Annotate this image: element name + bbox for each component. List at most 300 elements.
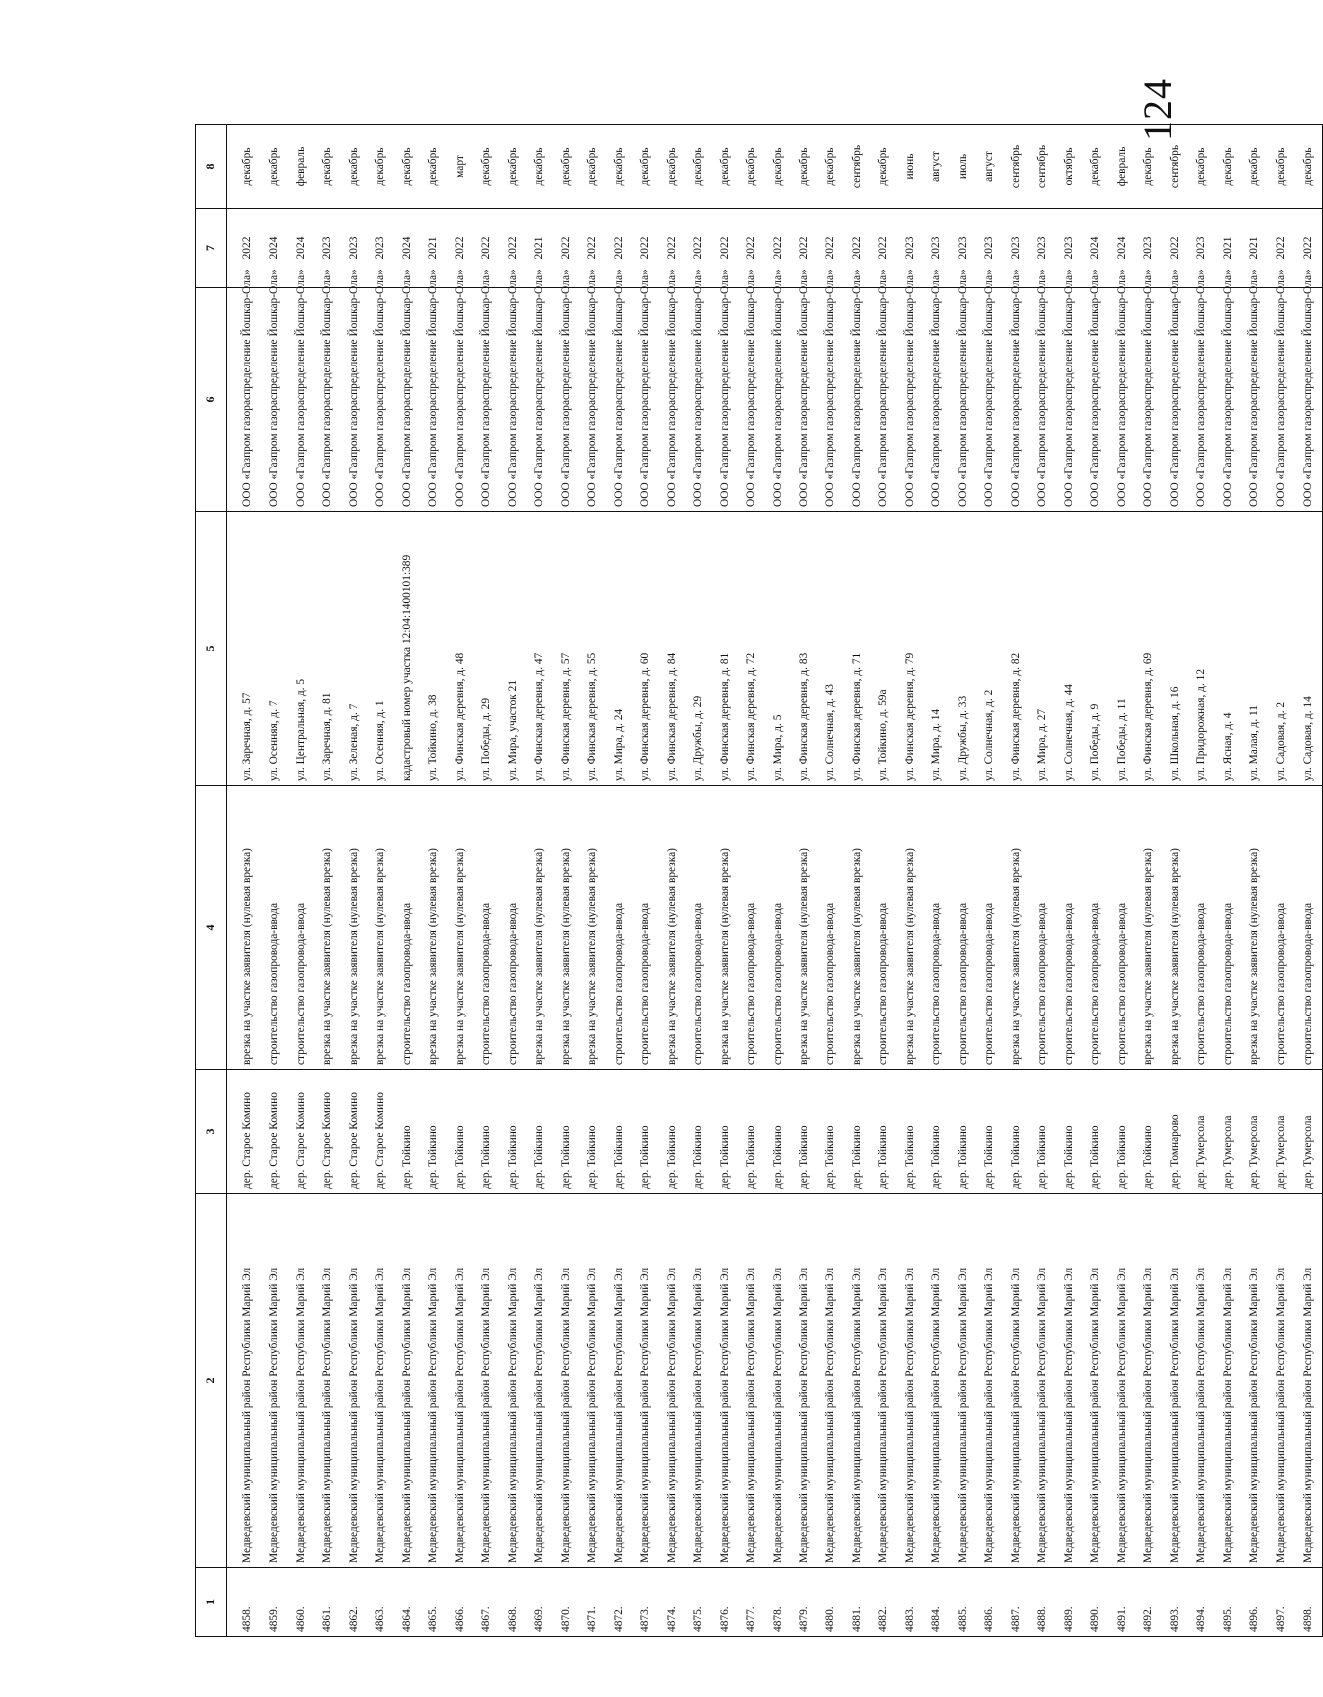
cell-address: ул. Мира, д. 24 [606,512,632,786]
cell-address: ул. Мира, д. 5 [765,512,791,786]
cell-organization: ООО «Газпром газораспределение Йошкар-Ола» [1189,288,1215,512]
cell-organization: ООО «Газпром газораспределение Йошкар-Ола» [500,288,526,512]
cell-month: декабрь [394,125,420,209]
cell-work-type: врезка на участке заявителя (нулевая врезка) [1136,786,1162,1070]
cell-work-type: строительство газопровода-ввода [1109,786,1135,1070]
cell-row-number: 4882. [871,1568,897,1637]
cell-address: ул. Центральная, д. 5 [288,512,314,786]
cell-organization: ООО «Газпром газораспределение Йошкар-Ола» [765,288,791,512]
cell-month: декабрь [606,125,632,209]
cell-organization: ООО «Газпром газораспределение Йошкар-Ола» [227,288,262,512]
table-row [1030,125,1056,1637]
table-row [288,125,314,1637]
cell-settlement: дер. Тумерсола [1242,1070,1268,1194]
table-row [686,125,712,1637]
cell-row-number: 4865. [421,1568,447,1637]
cell-row-number: 4869. [527,1568,553,1637]
cell-row-number: 4858. [227,1568,262,1637]
cell-month: декабрь [1136,125,1162,209]
cell-organization: ООО «Газпром газораспределение Йошкар-Ола» [262,288,288,512]
cell-organization: ООО «Газпром газораспределение Йошкар-Ола» [1003,288,1029,512]
table-row [315,125,341,1637]
cell-year: 2022 [580,209,606,288]
table-row [341,125,367,1637]
cell-work-type: строительство газопровода-ввода [394,786,420,1070]
cell-municipality: Медведевский муниципальный район Республики Марий Эл [1056,1194,1082,1568]
cell-work-type: строительство газопровода-ввода [1083,786,1109,1070]
cell-organization: ООО «Газпром газораспределение Йошкар-Ола» [633,288,659,512]
table-row [527,125,553,1637]
cell-year: 2022 [606,209,632,288]
cell-address: ул. Заречная, д. 81 [315,512,341,786]
cell-month: декабрь [1189,125,1215,209]
cell-month: декабрь [686,125,712,209]
header-row [196,125,227,1637]
cell-work-type: врезка на участке заявителя (нулевая врезка) [341,786,367,1070]
cell-municipality: Медведевский муниципальный район Республики Марий Эл [924,1194,950,1568]
cell-municipality: Медведевский муниципальный район Республики Марий Эл [606,1194,632,1568]
cell-address: ул. Осенняя, д. 7 [262,512,288,786]
cell-year: 2021 [1215,209,1241,288]
table-header [196,125,227,1637]
cell-settlement: дер. Тойкино [818,1070,844,1194]
cell-address: ул. Финская деревня, д. 72 [739,512,765,786]
cell-work-type: строительство газопровода-ввода [1268,786,1294,1070]
cell-work-type: врезка на участке заявителя (нулевая врезка) [712,786,738,1070]
table-row [1295,125,1323,1637]
cell-organization: ООО «Газпром газораспределение Йошкар-Ола» [288,288,314,512]
cell-year: 2023 [897,209,923,288]
cell-municipality: Медведевский муниципальный район Республики Марий Эл [1162,1194,1188,1568]
cell-address: ул. Тойкино, д. 59а [871,512,897,786]
cell-organization: ООО «Газпром газораспределение Йошкар-Ола» [712,288,738,512]
cell-year: 2022 [553,209,579,288]
cell-month: декабрь [739,125,765,209]
cell-row-number: 4895. [1215,1568,1241,1637]
cell-address: ул. Финская деревня, д. 84 [659,512,685,786]
cell-row-number: 4886. [977,1568,1003,1637]
cell-settlement: дер. Старое Комино [288,1070,314,1194]
cell-year: 2021 [421,209,447,288]
cell-row-number: 4897. [1268,1568,1294,1637]
table-row [1215,125,1241,1637]
cell-address: ул. Садовая, д. 2 [1268,512,1294,786]
table-row [897,125,923,1637]
cell-work-type: строительство газопровода-ввода [924,786,950,1070]
cell-year: 2022 [818,209,844,288]
table-row [739,125,765,1637]
cell-month: декабрь [421,125,447,209]
cell-settlement: дер. Тумерсола [1215,1070,1241,1194]
cell-address: ул. Финская деревня, д. 47 [527,512,553,786]
cell-row-number: 4896. [1242,1568,1268,1637]
cell-settlement: дер. Томнарово [1162,1070,1188,1194]
cell-municipality: Медведевский муниципальный район Республики Марий Эл [686,1194,712,1568]
cell-year: 2022 [447,209,473,288]
table-row [765,125,791,1637]
cell-municipality: Медведевский муниципальный район Республики Марий Эл [394,1194,420,1568]
cell-month: декабрь [315,125,341,209]
table-row [1189,125,1215,1637]
cell-work-type: строительство газопровода-ввода [739,786,765,1070]
table-row [844,125,870,1637]
table-row [447,125,473,1637]
cell-address: ул. Победы, д. 29 [474,512,500,786]
cell-year: 2022 [1295,209,1323,288]
cell-municipality: Медведевский муниципальный район Республики Марий Эл [659,1194,685,1568]
cell-work-type: врезка на участке заявителя (нулевая врезка) [447,786,473,1070]
cell-settlement: дер. Тойкино [421,1070,447,1194]
cell-work-type: врезка на участке заявителя (нулевая врезка) [1162,786,1188,1070]
cell-organization: ООО «Газпром газораспределение Йошкар-Ола» [1215,288,1241,512]
cell-organization: ООО «Газпром газораспределение Йошкар-Ола» [606,288,632,512]
table-row [1242,125,1268,1637]
cell-year: 2023 [1136,209,1162,288]
cell-organization: ООО «Газпром газораспределение Йошкар-Ола» [739,288,765,512]
cell-settlement: дер. Тумерсола [1268,1070,1294,1194]
cell-work-type: строительство газопровода-ввода [765,786,791,1070]
cell-month: сентябрь [844,125,870,209]
table-row [474,125,500,1637]
cell-organization: ООО «Газпром газораспределение Йошкар-Ола» [447,288,473,512]
cell-year: 2024 [262,209,288,288]
cell-organization: ООО «Газпром газораспределение Йошкар-Ола» [659,288,685,512]
cell-year: 2021 [527,209,553,288]
cell-month: декабрь [712,125,738,209]
cell-work-type: строительство газопровода-ввода [950,786,976,1070]
cell-year: 2022 [871,209,897,288]
cell-row-number: 4866. [447,1568,473,1637]
cell-settlement: дер. Тойкино [474,1070,500,1194]
cell-settlement: дер. Тойкино [1030,1070,1056,1194]
cell-municipality: Медведевский муниципальный район Республики Марий Эл [1083,1194,1109,1568]
cell-address: ул. Финская деревня, д. 69 [1136,512,1162,786]
cell-month: август [977,125,1003,209]
cell-address: ул. Финская деревня, д. 81 [712,512,738,786]
cell-organization: ООО «Газпром газораспределение Йошкар-Ола» [844,288,870,512]
cell-month: июнь [897,125,923,209]
cell-settlement: дер. Тумерсола [1189,1070,1215,1194]
table-row [977,125,1003,1637]
cell-municipality: Медведевский муниципальный район Республики Марий Эл [500,1194,526,1568]
cell-year: 2023 [950,209,976,288]
cell-year: 2021 [1242,209,1268,288]
cell-municipality: Медведевский муниципальный район Республики Марий Эл [765,1194,791,1568]
cell-municipality: Медведевский муниципальный район Республики Марий Эл [447,1194,473,1568]
cell-settlement: дер. Тойкино [606,1070,632,1194]
table-row [1162,125,1188,1637]
cell-settlement: дер. Старое Комино [368,1070,394,1194]
cell-row-number: 4891. [1109,1568,1135,1637]
cell-month: декабрь [871,125,897,209]
cell-work-type: строительство газопровода-ввода [1189,786,1215,1070]
cell-month: декабрь [1215,125,1241,209]
cell-work-type: строительство газопровода-ввода [500,786,526,1070]
cell-work-type: врезка на участке заявителя (нулевая врезка) [227,786,262,1070]
cell-work-type: врезка на участке заявителя (нулевая врезка) [580,786,606,1070]
cell-address: ул. Школьная, д. 16 [1162,512,1188,786]
cell-municipality: Медведевский муниципальный район Республики Марий Эл [712,1194,738,1568]
cell-municipality: Медведевский муниципальный район Республики Марий Эл [1030,1194,1056,1568]
cell-settlement: дер. Тойкино [871,1070,897,1194]
cell-settlement: дер. Тойкино [1003,1070,1029,1194]
cell-work-type: врезка на участке заявителя (нулевая врезка) [659,786,685,1070]
table-row [1136,125,1162,1637]
cell-year: 2024 [1109,209,1135,288]
cell-month: февраль [288,125,314,209]
cell-row-number: 4877. [739,1568,765,1637]
cell-organization: ООО «Газпром газораспределение Йошкар-Ола» [686,288,712,512]
table-row [227,125,262,1637]
cell-address: ул. Финская деревня, д. 57 [553,512,579,786]
table-row [580,125,606,1637]
cell-month: сентябрь [1003,125,1029,209]
cell-settlement: дер. Тойкино [553,1070,579,1194]
cell-municipality: Медведевский муниципальный район Республики Марий Эл [474,1194,500,1568]
cell-settlement: дер. Тойкино [897,1070,923,1194]
column-header-6: 6 [196,288,227,512]
cell-settlement: дер. Тойкино [686,1070,712,1194]
cell-address: ул. Зеленая, д. 7 [341,512,367,786]
cell-row-number: 4873. [633,1568,659,1637]
column-header-7: 7 [196,209,227,288]
column-header-3: 3 [196,1070,227,1194]
cell-organization: ООО «Газпром газораспределение Йошкар-Ола» [1295,288,1323,512]
cell-row-number: 4868. [500,1568,526,1637]
cell-row-number: 4876. [712,1568,738,1637]
cell-address: ул. Садовая, д. 14 [1295,512,1323,786]
cell-row-number: 4887. [1003,1568,1029,1637]
cell-month: декабрь [792,125,818,209]
cell-year: 2022 [765,209,791,288]
cell-municipality: Медведевский муниципальный район Республики Марий Эл [977,1194,1003,1568]
table-row [368,125,394,1637]
cell-row-number: 4884. [924,1568,950,1637]
cell-municipality: Медведевский муниципальный район Республики Марий Эл [341,1194,367,1568]
cell-work-type: строительство газопровода-ввода [606,786,632,1070]
cell-year: 2022 [712,209,738,288]
cell-month: декабрь [1242,125,1268,209]
cell-address: кадастровый номер участка 12:04:1400101:389 [394,512,420,786]
cell-settlement: дер. Тойкино [977,1070,1003,1194]
cell-organization: ООО «Газпром газораспределение Йошкар-Ола» [1083,288,1109,512]
cell-work-type: врезка на участке заявителя (нулевая врезка) [1242,786,1268,1070]
cell-municipality: Медведевский муниципальный район Республики Марий Эл [871,1194,897,1568]
cell-municipality: Медведевский муниципальный район Республики Марий Эл [897,1194,923,1568]
table-row [792,125,818,1637]
cell-row-number: 4890. [1083,1568,1109,1637]
cell-settlement: дер. Тойкино [394,1070,420,1194]
cell-settlement: дер. Старое Комино [341,1070,367,1194]
cell-municipality: Медведевский муниципальный район Республики Марий Эл [1242,1194,1268,1568]
table-row [659,125,685,1637]
cell-settlement: дер. Тойкино [500,1070,526,1194]
cell-address: ул. Финская деревня, д. 60 [633,512,659,786]
cell-settlement: дер. Тойкино [447,1070,473,1194]
cell-year: 2022 [686,209,712,288]
cell-month: декабрь [500,125,526,209]
cell-municipality: Медведевский муниципальный район Республики Марий Эл [368,1194,394,1568]
cell-organization: ООО «Газпром газораспределение Йошкар-Ола» [368,288,394,512]
table-row [1083,125,1109,1637]
cell-work-type: строительство газопровода-ввода [633,786,659,1070]
cell-month: июль [950,125,976,209]
table-row [500,125,526,1637]
cell-address: ул. Тойкино, д. 38 [421,512,447,786]
cell-year: 2022 [227,209,262,288]
cell-month: декабрь [227,125,262,209]
cell-work-type: строительство газопровода-ввода [262,786,288,1070]
cell-month: декабрь [1268,125,1294,209]
cell-organization: ООО «Газпром газораспределение Йошкар-Ола» [341,288,367,512]
cell-organization: ООО «Газпром газораспределение Йошкар-Ола» [315,288,341,512]
cell-month: август [924,125,950,209]
cell-address: ул. Осенняя, д. 1 [368,512,394,786]
cell-row-number: 4864. [394,1568,420,1637]
cell-address: ул. Победы, д. 11 [1109,512,1135,786]
cell-work-type: строительство газопровода-ввода [871,786,897,1070]
cell-row-number: 4872. [606,1568,632,1637]
cell-year: 2022 [633,209,659,288]
table-row [818,125,844,1637]
cell-address: ул. Мира, д. 14 [924,512,950,786]
cell-month: декабрь [262,125,288,209]
cell-municipality: Медведевский муниципальный район Республики Марий Эл [844,1194,870,1568]
cell-month: декабрь [553,125,579,209]
cell-work-type: строительство газопровода-ввода [288,786,314,1070]
table-row [1268,125,1294,1637]
cell-row-number: 4859. [262,1568,288,1637]
cell-municipality: Медведевский муниципальный район Республики Марий Эл [1189,1194,1215,1568]
cell-work-type: врезка на участке заявителя (нулевая врезка) [844,786,870,1070]
cell-settlement: дер. Тойкино [765,1070,791,1194]
cell-organization: ООО «Газпром газораспределение Йошкар-Ола» [1109,288,1135,512]
cell-row-number: 4893. [1162,1568,1188,1637]
cell-municipality: Медведевский муниципальный район Республики Марий Эл [580,1194,606,1568]
column-header-5: 5 [196,512,227,786]
cell-organization: ООО «Газпром газораспределение Йошкар-Ола» [924,288,950,512]
cell-row-number: 4871. [580,1568,606,1637]
cell-month: декабрь [765,125,791,209]
cell-settlement: дер. Тойкино [712,1070,738,1194]
cell-row-number: 4861. [315,1568,341,1637]
cell-address: ул. Ясная, д. 4 [1215,512,1241,786]
cell-settlement: дер. Тумерсола [1295,1070,1323,1194]
cell-organization: ООО «Газпром газораспределение Йошкар-Ола» [818,288,844,512]
cell-row-number: 4883. [897,1568,923,1637]
cell-settlement: дер. Тойкино [659,1070,685,1194]
cell-municipality: Медведевский муниципальный район Республики Марий Эл [527,1194,553,1568]
cell-organization: ООО «Газпром газораспределение Йошкар-Ола» [580,288,606,512]
cell-work-type: строительство газопровода-ввода [1215,786,1241,1070]
cell-year: 2022 [844,209,870,288]
cell-month: март [447,125,473,209]
cell-year: 2022 [1268,209,1294,288]
cell-organization: ООО «Газпром газораспределение Йошкар-Ола» [792,288,818,512]
cell-year: 2024 [1083,209,1109,288]
table-row [394,125,420,1637]
cell-year: 2022 [1162,209,1188,288]
table-body [227,125,1323,1637]
cell-address: ул. Победы, д. 9 [1083,512,1109,786]
cell-organization: ООО «Газпром газораспределение Йошкар-Ола» [871,288,897,512]
cell-municipality: Медведевский муниципальный район Республики Марий Эл [227,1194,262,1568]
cell-organization: ООО «Газпром газораспределение Йошкар-Ола» [553,288,579,512]
cell-year: 2023 [368,209,394,288]
cell-month: декабрь [341,125,367,209]
cell-organization: ООО «Газпром газораспределение Йошкар-Ола» [1242,288,1268,512]
cell-address: ул. Финская деревня, д. 83 [792,512,818,786]
cell-municipality: Медведевский муниципальный район Республики Марий Эл [1136,1194,1162,1568]
cell-municipality: Медведевский муниципальный район Республики Марий Эл [818,1194,844,1568]
table-row [421,125,447,1637]
cell-row-number: 4867. [474,1568,500,1637]
table-row [1109,125,1135,1637]
cell-work-type: строительство газопровода-ввода [686,786,712,1070]
cell-address: ул. Придорожная, д. 12 [1189,512,1215,786]
cell-municipality: Медведевский муниципальный район Республики Марий Эл [1109,1194,1135,1568]
cell-row-number: 4898. [1295,1568,1323,1637]
column-header-2: 2 [196,1194,227,1568]
table-row [606,125,632,1637]
column-header-4: 4 [196,786,227,1070]
cell-row-number: 4860. [288,1568,314,1637]
cell-organization: ООО «Газпром газораспределение Йошкар-Ола» [950,288,976,512]
cell-address: ул. Мира, д. 27 [1030,512,1056,786]
cell-row-number: 4863. [368,1568,394,1637]
cell-row-number: 4862. [341,1568,367,1637]
cell-year: 2022 [739,209,765,288]
table-row [712,125,738,1637]
cell-month: сентябрь [1162,125,1188,209]
cell-work-type: врезка на участке заявителя (нулевая врезка) [792,786,818,1070]
cell-settlement: дер. Тойкино [527,1070,553,1194]
cell-row-number: 4889. [1056,1568,1082,1637]
cell-row-number: 4894. [1189,1568,1215,1637]
cell-organization: ООО «Газпром газораспределение Йошкар-Ола» [394,288,420,512]
cell-settlement: дер. Тойкино [580,1070,606,1194]
cell-address: ул. Финская деревня, д. 71 [844,512,870,786]
cell-settlement: дер. Тойкино [792,1070,818,1194]
cell-month: декабрь [474,125,500,209]
cell-year: 2023 [1056,209,1082,288]
cell-work-type: строительство газопровода-ввода [1056,786,1082,1070]
cell-municipality: Медведевский муниципальный район Республики Марий Эл [1215,1194,1241,1568]
cell-month: декабрь [659,125,685,209]
cell-month: декабрь [818,125,844,209]
cell-year: 2023 [1030,209,1056,288]
cell-municipality: Медведевский муниципальный район Республики Марий Эл [1295,1194,1323,1568]
cell-month: декабрь [580,125,606,209]
cell-year: 2023 [341,209,367,288]
cell-year: 2024 [288,209,314,288]
cell-work-type: строительство газопровода-ввода [977,786,1003,1070]
cell-work-type: врезка на участке заявителя (нулевая врезка) [315,786,341,1070]
cell-month: февраль [1109,125,1135,209]
table-row [553,125,579,1637]
cell-settlement: дер. Тойкино [1136,1070,1162,1194]
cell-organization: ООО «Газпром газораспределение Йошкар-Ола» [897,288,923,512]
cell-work-type: строительство газопровода-ввода [818,786,844,1070]
cell-year: 2023 [1003,209,1029,288]
cell-organization: ООО «Газпром газораспределение Йошкар-Ола» [1136,288,1162,512]
cell-month: декабрь [1295,125,1323,209]
cell-municipality: Медведевский муниципальный район Республики Марий Эл [1003,1194,1029,1568]
cell-municipality: Медведевский муниципальный район Республики Марий Эл [950,1194,976,1568]
cell-work-type: врезка на участке заявителя (нулевая врезка) [897,786,923,1070]
cell-settlement: дер. Старое Комино [315,1070,341,1194]
cell-settlement: дер. Тойкино [1083,1070,1109,1194]
